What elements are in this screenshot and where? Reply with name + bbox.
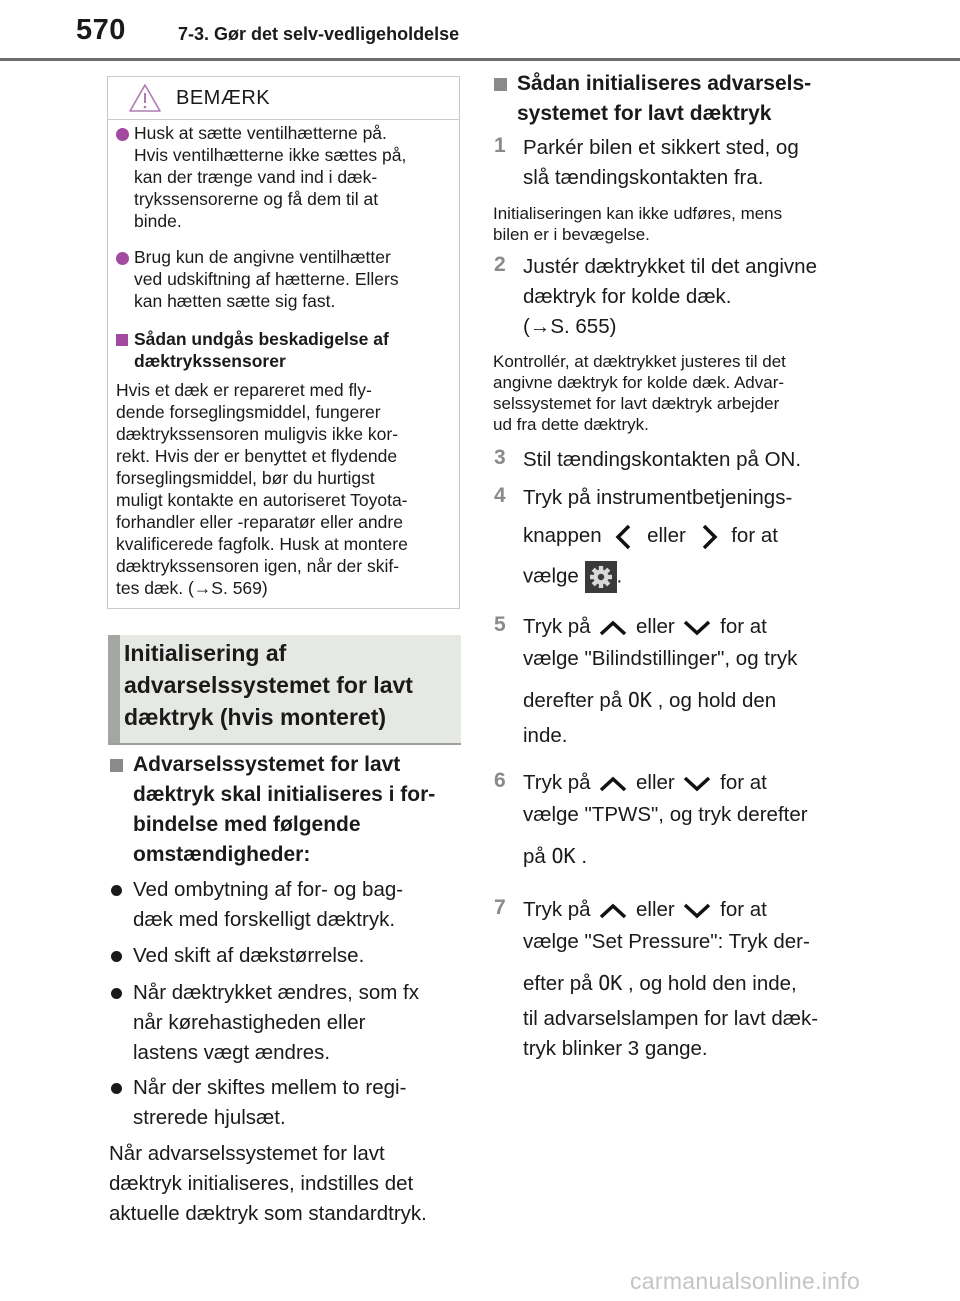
- text-line: dende forseglingsmiddel, fungerer: [116, 402, 381, 422]
- warning-triangle-icon: [128, 83, 162, 113]
- text-span: for at: [720, 771, 767, 794]
- chevron-left-icon: [607, 523, 641, 551]
- step-number: 2: [494, 253, 506, 276]
- text-line: dæk med forskelligt dæktryk.: [133, 908, 396, 931]
- text-line: forhandler eller -reparatør eller andre: [116, 512, 403, 532]
- text-line: systemet for lavt dæktryk: [517, 102, 772, 125]
- bullet-dot: [116, 128, 129, 141]
- text-line: Hvis et dæk er repareret med fly-: [116, 380, 372, 400]
- text-line: Når advarselssystemet for lavt: [109, 1142, 385, 1165]
- chevron-down-icon: [680, 774, 714, 794]
- text-span: eller: [636, 898, 675, 921]
- note-header: [108, 77, 459, 120]
- text-line: strerede hjulsæt.: [133, 1106, 286, 1129]
- text-line: Hvis ventilhætterne ikke sættes på,: [134, 145, 407, 165]
- step-1-note: [493, 203, 833, 245]
- text-line: Justér dæktrykket til det angivne: [523, 255, 817, 278]
- text-span: eller: [636, 771, 675, 794]
- step-6-line-1: [523, 768, 767, 798]
- list-item: [133, 1073, 463, 1133]
- text-line: tes dæk. (→S. 569): [116, 578, 268, 598]
- step-4-line-3: [523, 561, 622, 593]
- step-number: 5: [494, 613, 506, 636]
- step-7-line-3: [523, 968, 797, 999]
- note-box: [107, 76, 460, 609]
- text-line: (→S. 655): [523, 315, 617, 338]
- text-line: rekt. Hvis der er benyttet et flydende: [116, 446, 398, 466]
- note-bullet-1: [134, 122, 454, 232]
- section-accent-bar: [108, 635, 120, 743]
- text-span: eller: [647, 524, 686, 547]
- step-7-line-2: vælge "Set Pressure": Tryk der-: [523, 930, 810, 953]
- text-line: kan der trænge vand ind i dæk-: [134, 167, 378, 187]
- text-span: knappen: [523, 524, 602, 547]
- text-span: for at: [731, 524, 778, 547]
- bullet-dot: [111, 1083, 122, 1094]
- heading-square: [110, 759, 123, 772]
- text-span: , og hold den inde,: [628, 972, 797, 995]
- text-span: eller: [636, 615, 675, 638]
- text-line: bilen er i bevægelse.: [493, 225, 650, 244]
- step-7-line-5: tryk blinker 3 gange.: [523, 1037, 708, 1060]
- step-2: [523, 252, 853, 342]
- text-line: Sådan initialiseres advarsels-: [517, 72, 812, 95]
- text-line: advarselssystemet for lavt: [124, 672, 413, 698]
- text-line: dæktryk for kolde dæk.: [523, 285, 732, 308]
- text-line: selssystemet for lavt dæktryk arbejder: [493, 394, 780, 413]
- chevron-up-icon: [596, 618, 630, 638]
- step-number: 7: [494, 896, 506, 919]
- section-title: [124, 637, 454, 733]
- bullet-dot: [111, 951, 122, 962]
- text-span: Tryk på: [523, 615, 591, 638]
- text-line: Kontrollér, at dæktrykket justeres til det: [493, 352, 786, 371]
- section-title-box: [108, 635, 461, 745]
- chevron-down-icon: [680, 618, 714, 638]
- text-line: ved udskiftning af hætterne. Ellers: [134, 269, 399, 289]
- bullet-dot: [111, 885, 122, 896]
- text-span: derefter på: [523, 689, 623, 712]
- text-line: dæktrykssensorer: [134, 351, 286, 371]
- text-line: dæktryk (hvis monteret): [124, 704, 387, 730]
- text-span: , og hold den: [657, 689, 777, 712]
- note-title: BEMÆRK: [176, 87, 271, 109]
- step-5-line-1: [523, 612, 767, 642]
- step-number: 3: [494, 446, 506, 469]
- text-line: bindelse med følgende: [133, 813, 361, 836]
- text-span: på: [523, 845, 546, 868]
- list-item: [133, 875, 463, 935]
- step-number: 4: [494, 484, 506, 507]
- step-6-line-3: [523, 841, 587, 872]
- chevron-up-icon: [596, 901, 630, 921]
- step-2-note: [493, 351, 833, 435]
- text-line: kan hætten sætte sig fast.: [134, 291, 336, 311]
- note-subheading: [134, 328, 454, 372]
- text-line: kvalificerede fagfolk. Husk at montere: [116, 534, 408, 554]
- text-line: trykssensorerne og få dem til at: [134, 189, 379, 209]
- text-line: dæktryk skal initialiseres i for-: [133, 783, 436, 806]
- text-line: Advarselssystemet for lavt: [133, 753, 401, 776]
- step-5-line-2: vælge "Bilindstillinger", og tryk: [523, 647, 798, 670]
- heading-square: [494, 78, 507, 91]
- text-line: når kørehastigheden eller: [133, 1011, 366, 1034]
- text-span: .: [581, 845, 588, 868]
- text-line: omstændigheder:: [133, 843, 311, 866]
- step-7-line-4: til advarselslampen for lavt dæk-: [523, 1007, 819, 1030]
- settings-gear-icon: [585, 561, 617, 593]
- chevron-up-icon: [596, 774, 630, 794]
- text-line: Husk at sætte ventilhætterne på.: [134, 123, 387, 143]
- text-line: Ved ombytning af for- og bag-: [133, 878, 404, 901]
- header-rule: [0, 58, 960, 61]
- text-line: Initialisering af: [124, 640, 287, 666]
- chevron-right-icon: [692, 523, 726, 551]
- ok-button-icon: OK: [627, 688, 652, 712]
- text-line: Sådan undgås beskadigelse af: [134, 329, 389, 349]
- left-paragraph: [109, 1139, 459, 1229]
- ok-button-icon: OK: [598, 971, 623, 995]
- step-number: 1: [494, 134, 506, 157]
- list-item: [133, 978, 463, 1068]
- text-span: for at: [720, 898, 767, 921]
- text-line: forseglingsmiddel, bør du hurtigst: [116, 468, 375, 488]
- text-line: angivne dæktryk for kolde dæk. Advar-: [493, 373, 785, 392]
- step-4-line-2: [523, 521, 778, 551]
- step-number: 6: [494, 769, 506, 792]
- chevron-down-icon: [680, 901, 714, 921]
- step-7-line-1: [523, 895, 767, 925]
- text-line: binde.: [134, 211, 182, 231]
- list-item: [133, 941, 463, 971]
- text-line: dæktrykssensoren muligvis ikke kor-: [116, 424, 399, 444]
- text-line: Når dæktrykket ændres, som fx: [133, 981, 419, 1004]
- text-line: Parkér bilen et sikkert sted, og: [523, 136, 799, 159]
- bullet-dot: [111, 988, 122, 999]
- step-1: [523, 133, 853, 193]
- step-3: Stil tændingskontakten på ON.: [523, 448, 802, 471]
- text-span: efter på: [523, 972, 593, 995]
- text-line: aktuelle dæktryk som standardtryk.: [109, 1202, 427, 1225]
- bullet-dot: [116, 252, 129, 265]
- text-span: Tryk på: [523, 898, 591, 921]
- step-6-line-2: vælge "TPWS", og tryk derefter: [523, 803, 808, 826]
- left-heading: [133, 750, 463, 870]
- text-span: .: [616, 564, 623, 588]
- right-heading: [517, 69, 847, 129]
- watermark: carmanualsonline.info: [630, 1268, 861, 1294]
- text-span: vælge: [523, 564, 579, 588]
- text-line: Initialiseringen kan ikke udføres, mens: [493, 204, 783, 223]
- text-line: muligt kontakte en autoriseret Toyota-: [116, 490, 408, 510]
- text-span: Tryk på: [523, 771, 591, 794]
- text-line: Når der skiftes mellem to regi-: [133, 1076, 407, 1099]
- text-line: lastens vægt ændres.: [133, 1041, 331, 1064]
- text-span: for at: [720, 615, 767, 638]
- bullet-square: [116, 334, 128, 346]
- step-5-line-3: [523, 685, 776, 716]
- page-number: 570: [76, 14, 126, 46]
- step-4-line-1: Tryk på instrumentbetjenings-: [523, 486, 793, 509]
- text-line: ud fra dette dæktryk.: [493, 415, 649, 434]
- note-subbody: [116, 379, 456, 599]
- note-bullet-2: [134, 246, 454, 312]
- text-line: Ved skift af dækstørrelse.: [133, 944, 365, 967]
- ok-button-icon: OK: [551, 844, 576, 868]
- text-line: dæktryk initialiseres, indstilles det: [109, 1172, 414, 1195]
- text-line: Brug kun de angivne ventilhætter: [134, 247, 391, 267]
- text-line: dæktrykssensoren igen, når der skif-: [116, 556, 400, 576]
- text-line: slå tændingskontakten fra.: [523, 166, 764, 189]
- step-5-line-4: inde.: [523, 724, 568, 747]
- chapter-title: 7-3. Gør det selv-vedligeholdelse: [178, 24, 460, 44]
